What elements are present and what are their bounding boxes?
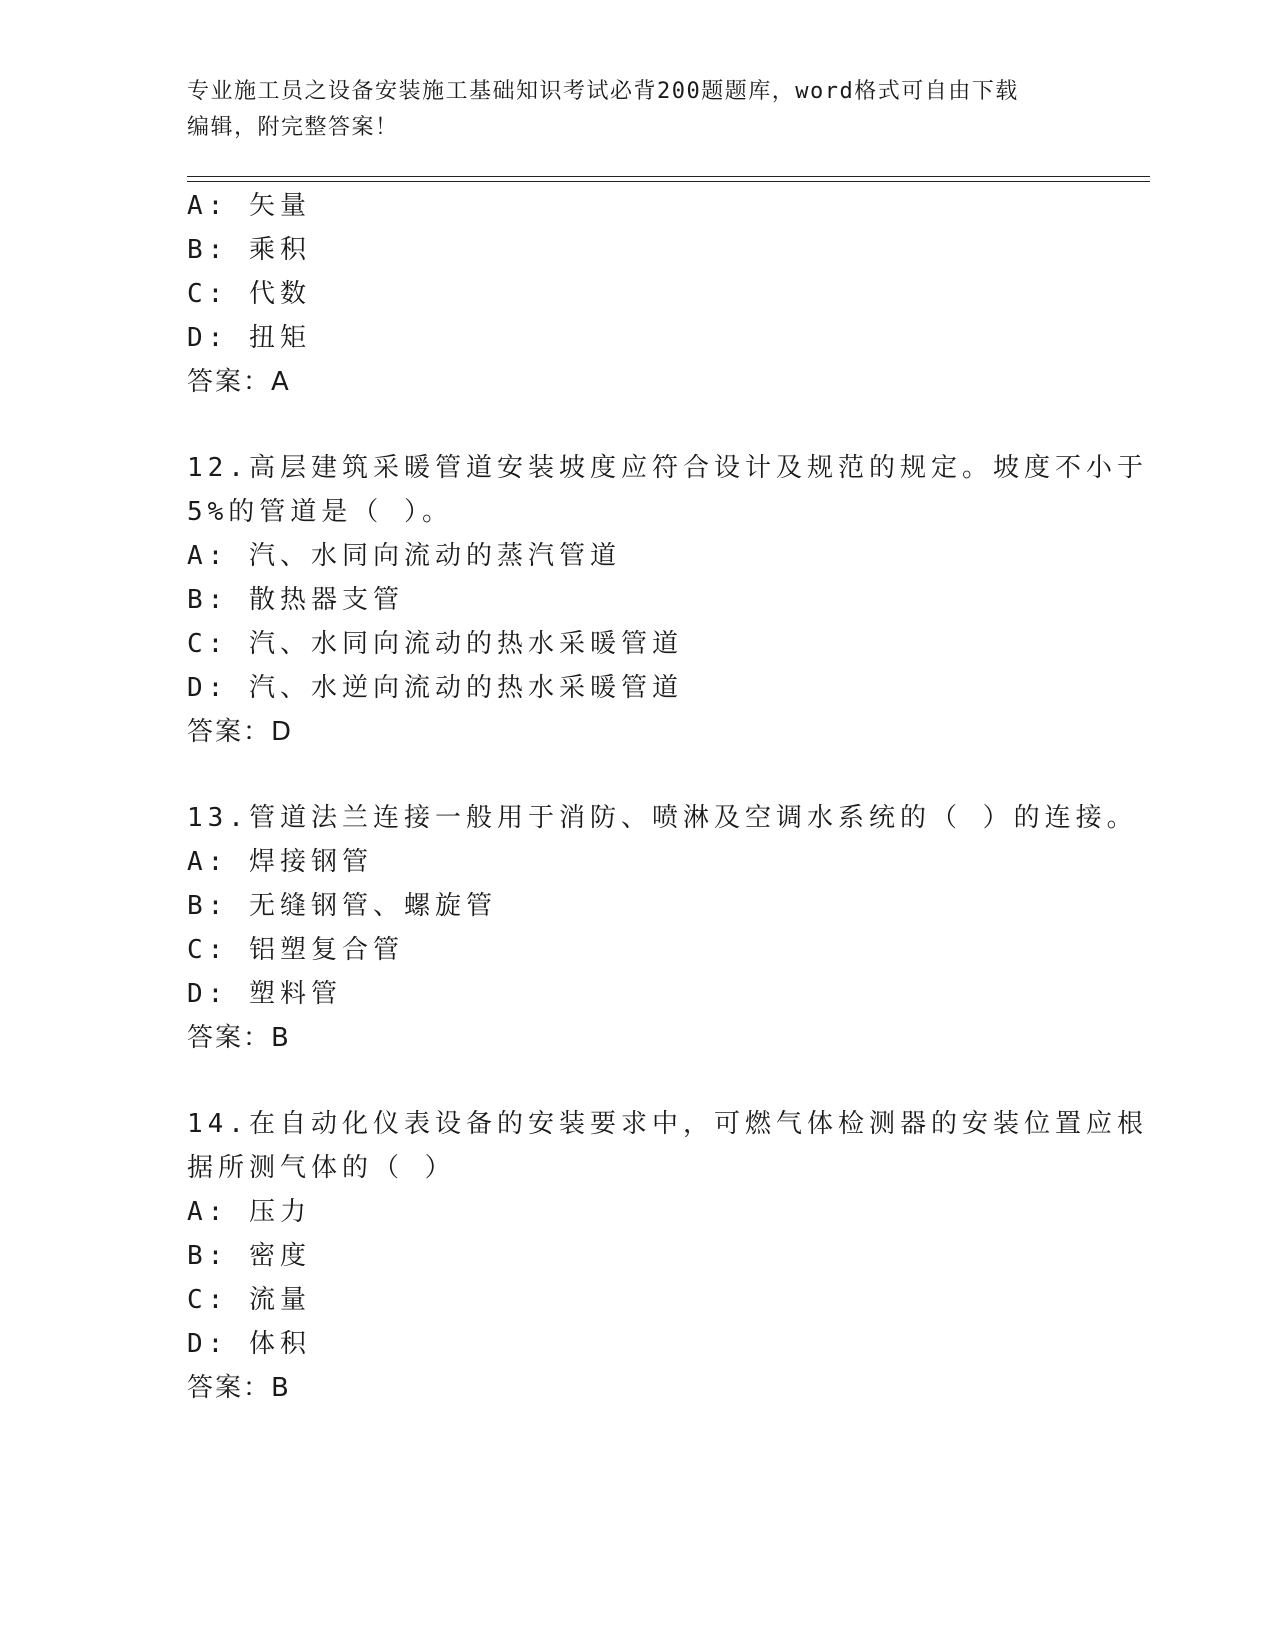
document-header bbox=[187, 74, 1067, 146]
q12-stem-line-1: 12.高层建筑采暖管道安装坡度应符合设计及规范的规定。坡度不小于 bbox=[187, 453, 1148, 483]
q13-option-b: B: 无缝钢管、螺旋管 bbox=[187, 891, 497, 921]
header-line-1: 专业施工员之设备安装施工基础知识考试必背200题题库，word格式可自由下载 bbox=[187, 79, 1019, 104]
q14-stem-line-2: 据所测气体的（ ） bbox=[187, 1153, 456, 1183]
q13-option-c: C: 铝塑复合管 bbox=[187, 935, 404, 965]
q12-option-a: A: 汽、水同向流动的蒸汽管道 bbox=[187, 541, 621, 571]
header-divider-top bbox=[187, 176, 1150, 177]
prev-option-a: A: 矢量 bbox=[187, 191, 311, 221]
q12-option-b: B: 散热器支管 bbox=[187, 585, 404, 615]
q14-stem-line-1: 14.在自动化仪表设备的安装要求中，可燃气体检测器的安装位置应根 bbox=[187, 1109, 1148, 1139]
q14-option-c: C: 流量 bbox=[187, 1285, 311, 1315]
prev-option-b: B: 乘积 bbox=[187, 235, 311, 265]
header-divider-bottom bbox=[187, 181, 1150, 182]
q12-option-c: C: 汽、水同向流动的热水采暖管道 bbox=[187, 629, 683, 659]
q13-option-d: D: 塑料管 bbox=[187, 979, 342, 1009]
q14-option-d: D: 体积 bbox=[187, 1329, 311, 1359]
header-line-2: 编辑，附完整答案！ bbox=[187, 115, 399, 140]
prev-answer: 答案：A bbox=[187, 367, 291, 397]
q13-option-a: A: 焊接钢管 bbox=[187, 847, 373, 877]
q14-answer: 答案：B bbox=[187, 1373, 291, 1403]
q13-answer: 答案：B bbox=[187, 1023, 291, 1053]
q13-stem-line-1: 13.管道法兰连接一般用于消防、喷淋及空调水系统的（ ）的连接。 bbox=[187, 803, 1138, 833]
q12-option-d: D: 汽、水逆向流动的热水采暖管道 bbox=[187, 673, 683, 703]
q14-option-a: A: 压力 bbox=[187, 1197, 311, 1227]
q14-option-b: B: 密度 bbox=[187, 1241, 311, 1271]
q12-answer: 答案：D bbox=[187, 717, 294, 747]
prev-option-d: D: 扭矩 bbox=[187, 323, 311, 353]
q12-stem-line-2: 5%的管道是（ ）。 bbox=[187, 497, 453, 527]
prev-option-c: C: 代数 bbox=[187, 279, 311, 309]
